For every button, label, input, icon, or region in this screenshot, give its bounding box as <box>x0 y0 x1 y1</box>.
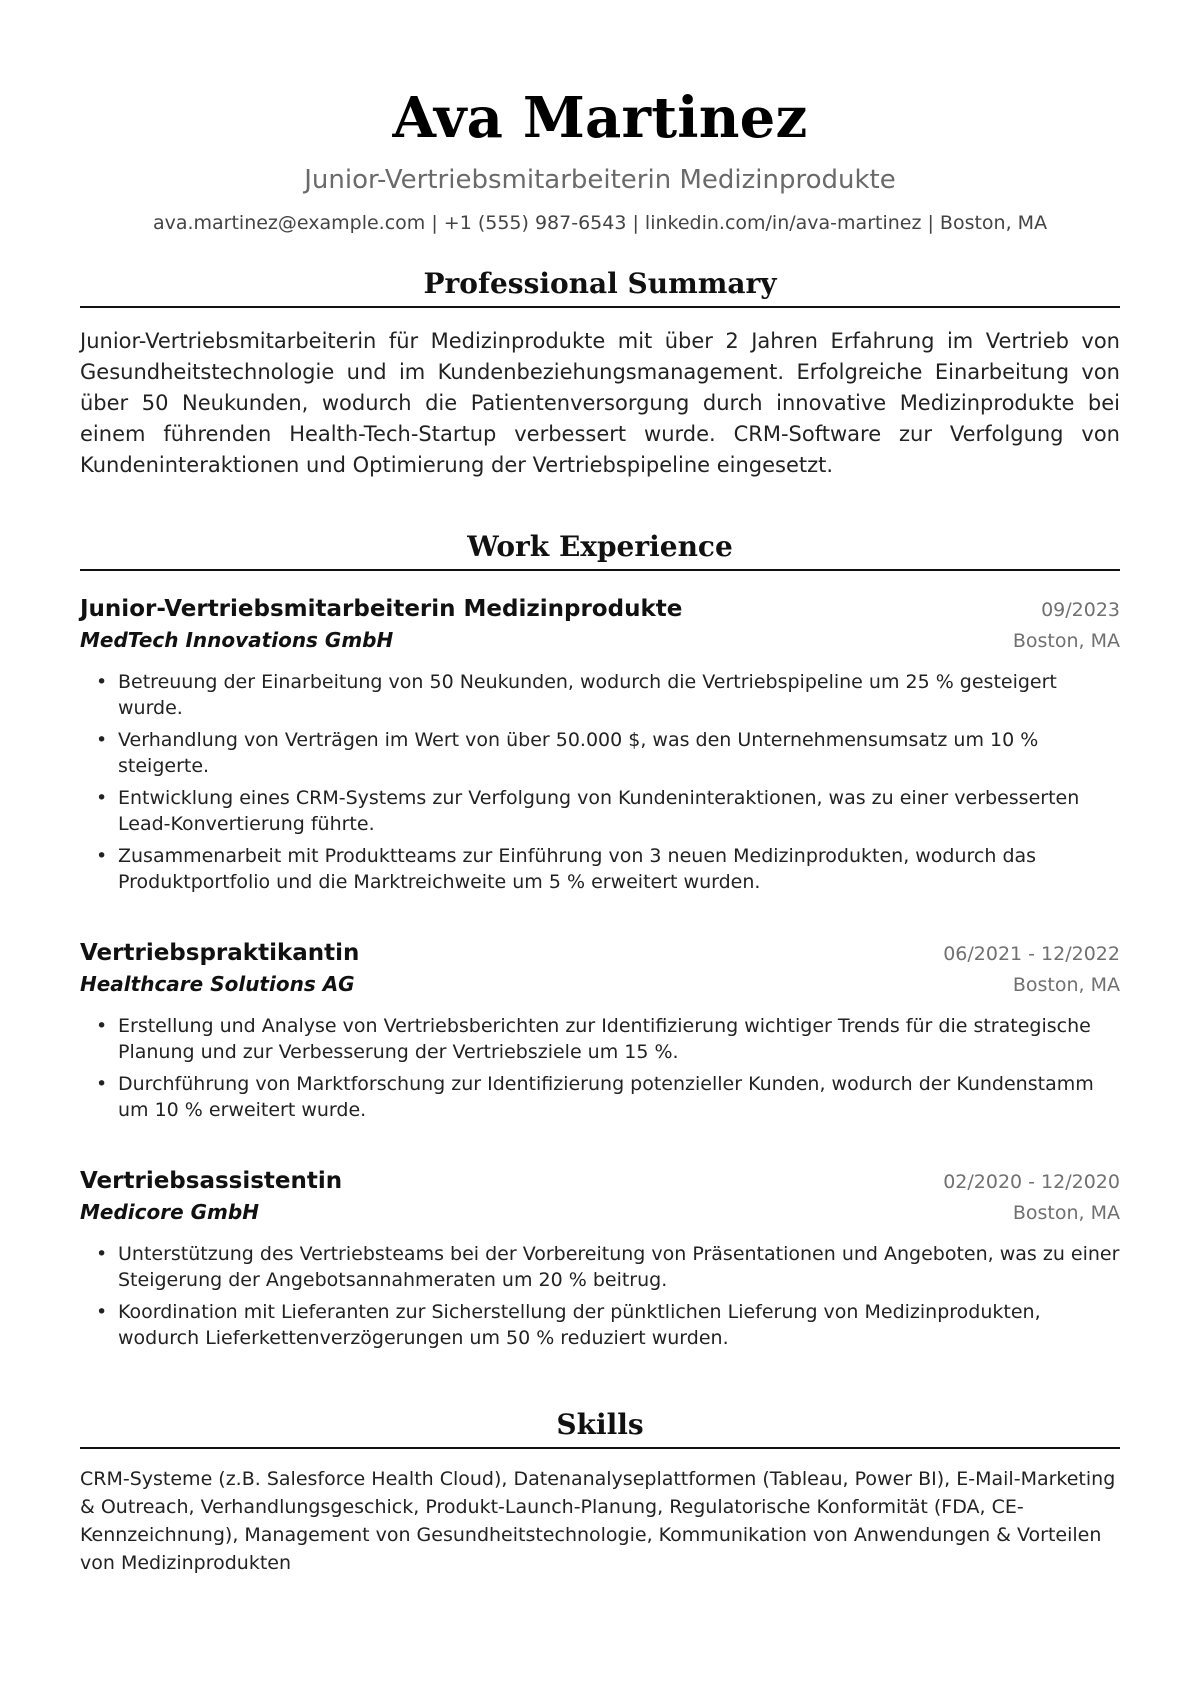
job-entry <box>80 1165 1120 1351</box>
job-bullet: • Betreuung der Einarbeitung von 50 Neukunden, wodurch die Vertriebspipeline um 25 % gesteigert wurde. <box>118 669 1120 721</box>
job-bullet: • Koordination mit Lieferanten zur Sicherstellung der pünktlichen Lieferung von Medizinprodukten, wodurch Lieferkettenverzögerungen um 50 % reduziert wurden. <box>118 1299 1120 1351</box>
job-bullet: • Zusammenarbeit mit Produktteams zur Einführung von 3 neuen Medizinprodukten, wodurch das Produktportfolio und die Marktreichweite um 5 % erweitert wurden. <box>118 843 1120 895</box>
candidate-name: Ava Martinez <box>392 85 808 151</box>
job-location: Boston, MA <box>1012 630 1120 652</box>
summary-section <box>80 266 1120 481</box>
job-location: Boston, MA <box>1012 1202 1120 1224</box>
work-experience-section <box>80 529 1120 1351</box>
summary-heading: Professional Summary <box>80 266 1120 308</box>
resume-page <box>80 0 1120 1596</box>
job-date: 06/2021 - 12/2022 <box>943 943 1120 965</box>
work-experience-heading: Work Experience <box>80 529 1120 571</box>
job-company: Healthcare Solutions AG <box>80 972 355 996</box>
job-title: Vertriebspraktikantin <box>80 940 360 966</box>
contact-line: ava.martinez@example.com | +1 (555) 987-6543 | linkedin.com/in/ava-martinez | Boston, MA <box>152 212 1048 234</box>
skills-text: CRM-Systeme (z.B. Salesforce Health Cloud), Datenanalyseplattformen (Tableau, Power BI), E-Mail-Marketing & Outreach, Verhandlungsgeschick, Produkt-Launch-Planung, Regulatorische Konformität (FDA, CE-Kennzeichnung), Management von Gesundheitstechnologie, Kommunikation von Anwendungen & Vorteilen von Medizinprodukten <box>80 1468 1116 1574</box>
skills-section <box>80 1407 1120 1577</box>
job-bullet: • Erstellung und Analyse von Vertriebsberichten zur Identifizierung wichtiger Trends für die strategische Planung und zur Verbesserung der Vertriebsziele um 15 %. <box>118 1013 1120 1065</box>
job-title: Vertriebsassistentin <box>80 1168 343 1194</box>
job-company-row <box>80 969 1120 999</box>
job-bullet: • Verhandlung von Verträgen im Wert von über 50.000 $, was den Unternehmensumsatz um 10 % steigerte. <box>118 727 1120 779</box>
job-entry <box>80 593 1120 895</box>
job-title-row <box>80 1165 1120 1197</box>
job-title-row <box>80 937 1120 969</box>
job-company: Medicore GmbH <box>80 1200 259 1224</box>
resume-header <box>80 0 1120 236</box>
job-bullet: • Entwicklung eines CRM-Systems zur Verfolgung von Kundeninteraktionen, was zu einer verbesserten Lead-Konvertierung führte. <box>118 785 1120 837</box>
job-company-row <box>80 1197 1120 1227</box>
skills-heading: Skills <box>80 1407 1120 1449</box>
summary-text: Junior-Vertriebsmitarbeiterin für Medizinprodukte mit über 2 Jahren Erfahrung im Vertrieb von Gesundheitstechnologie und im Kundenbeziehungsmanagement. Erfolgreiche Einarbeitung von über 50 Neukunden, wodurch die Patientenversorgung durch innovative Medizinprodukte bei einem führenden Health-Tech-Startup verbessert wurde. CRM-Software zur Verfolgung von Kundeninteraktionen und Optimierung der Vertriebspipeline eingesetzt. <box>80 329 1120 477</box>
job-bullets <box>80 1013 1120 1123</box>
job-title: Junior-Vertriebsmitarbeiterin Medizinprodukte <box>80 596 683 622</box>
job-bullet: • Durchführung von Marktforschung zur Identifizierung potenzieller Kunden, wodurch der Kundenstamm um 10 % erweitert wurde. <box>118 1071 1120 1123</box>
job-entry <box>80 937 1120 1123</box>
job-bullets <box>80 1241 1120 1351</box>
job-date: 02/2020 - 12/2020 <box>943 1171 1120 1193</box>
job-title-row <box>80 593 1120 625</box>
job-date: 09/2023 <box>1041 599 1120 621</box>
candidate-title: Junior-Vertriebsmitarbeiterin Medizinprodukte <box>304 165 896 195</box>
job-bullets <box>80 669 1120 895</box>
job-company-row <box>80 625 1120 655</box>
job-company: MedTech Innovations GmbH <box>80 628 394 652</box>
job-location: Boston, MA <box>1012 974 1120 996</box>
job-bullet: • Unterstützung des Vertriebsteams bei der Vorbereitung von Präsentationen und Angeboten, was zu einer Steigerung der Angebotsannahmeraten um 20 % beitrug. <box>118 1241 1120 1293</box>
